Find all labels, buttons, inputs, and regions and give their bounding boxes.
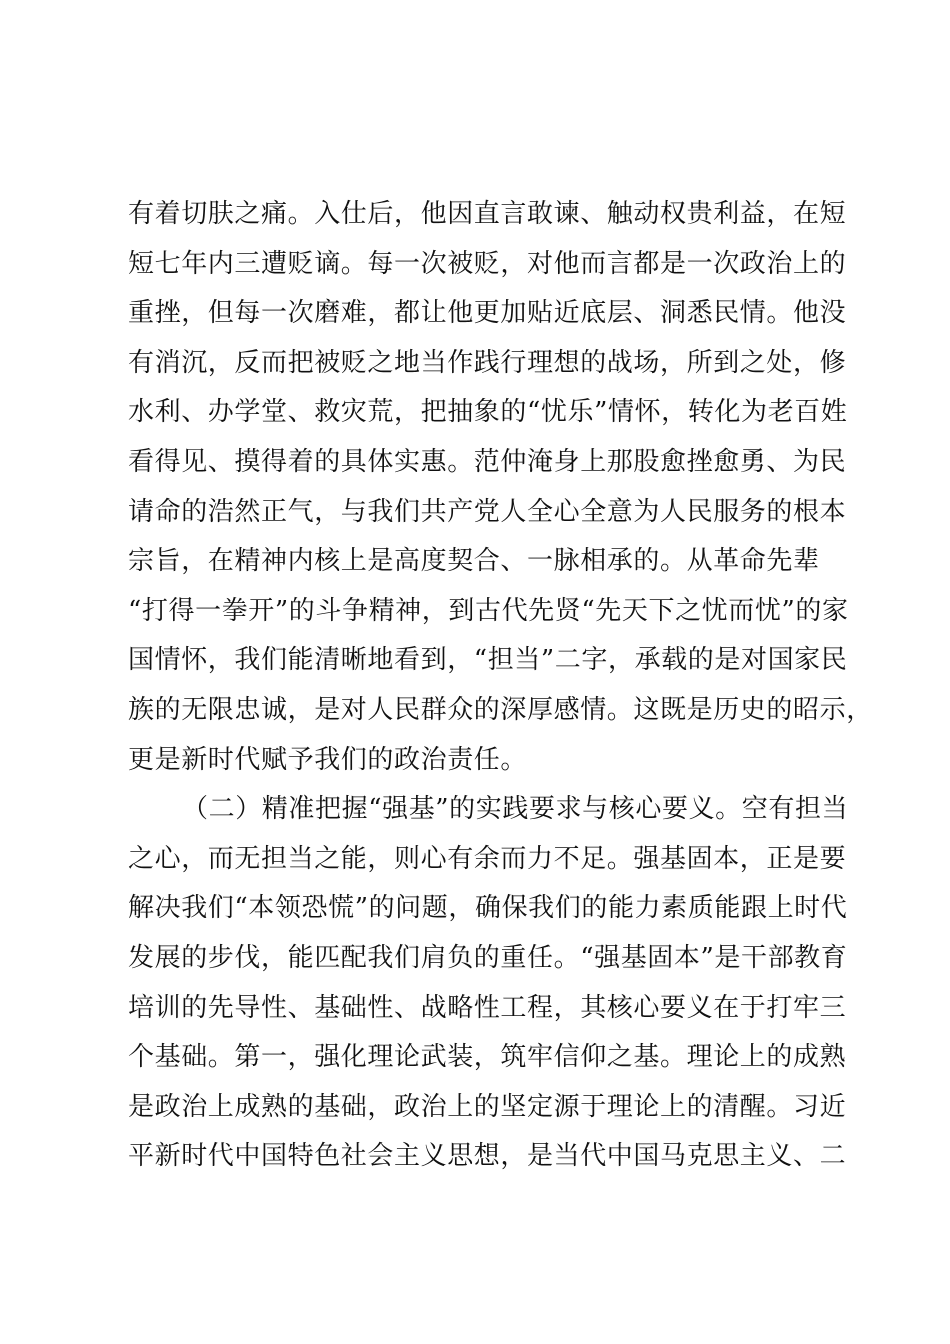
text-line: 更是新时代赋予我们的政治责任。 [128,744,528,775]
text-line: 平新时代中国特色社会主义思想，是当代中国马克思主义、二 [128,1141,847,1172]
body-text [128,190,873,1182]
text-line: 族的无限忠诚，是对人民群众的深厚感情。这既是历史的昭示， [128,694,873,725]
section-heading-line: （二）精准把握“强基”的实践要求与核心要义。空有担当 [182,794,849,825]
text-line: 看得见、摸得着的具体实惠。范仲淹身上那股愈挫愈勇、为民 [128,446,847,477]
text-line: 水利、办学堂、救灾荒，把抽象的“忧乐”情怀，转化为老百姓 [128,397,848,428]
text-line: 有着切肤之痛。入仕后，他因直言敢谏、触动权贵利益，在短 [128,199,847,229]
text-line: 之心，而无担当之能，则心有余而力不足。强基固本，正是要 [128,843,847,874]
text-line: 重挫，但每一次磨难，都让他更加贴近底层、洞悉民情。他没 [128,298,847,329]
text-line: 短七年内三遭贬谪。每一次被贬，对他而言都是一次政治上的 [128,248,847,279]
text-line: 请命的浩然正气，与我们共产党人全心全意为人民服务的根本 [128,496,847,527]
text-line: 是政治上成熟的基础，政治上的坚定源于理论上的清醒。习近 [128,1091,847,1122]
text-line: 宗旨，在精神内核上是高度契合、一脉相承的。从革命先辈 [128,546,820,577]
text-line: 解决我们“本领恐慌”的问题，确保我们的能力素质能跟上时代 [128,893,848,924]
text-line: 培训的先导性、基础性、战略性工程，其核心要义在于打牢三 [128,992,847,1023]
text-line: 有消沉，反而把被贬之地当作践行理想的战场，所到之处，修 [128,347,847,378]
text-line: 国情怀，我们能清晰地看到，“担当”二字，承载的是对国家民 [128,645,848,676]
text-line: 发展的步伐，能匹配我们肩负的重任。“强基固本”是干部教育 [128,942,848,973]
text-line: 个基础。第一，强化理论武装，筑牢信仰之基。理论上的成熟 [128,1042,847,1073]
text-line: “打得一拳开”的斗争精神，到古代先贤“先天下之忧而忧”的家 [128,595,849,626]
